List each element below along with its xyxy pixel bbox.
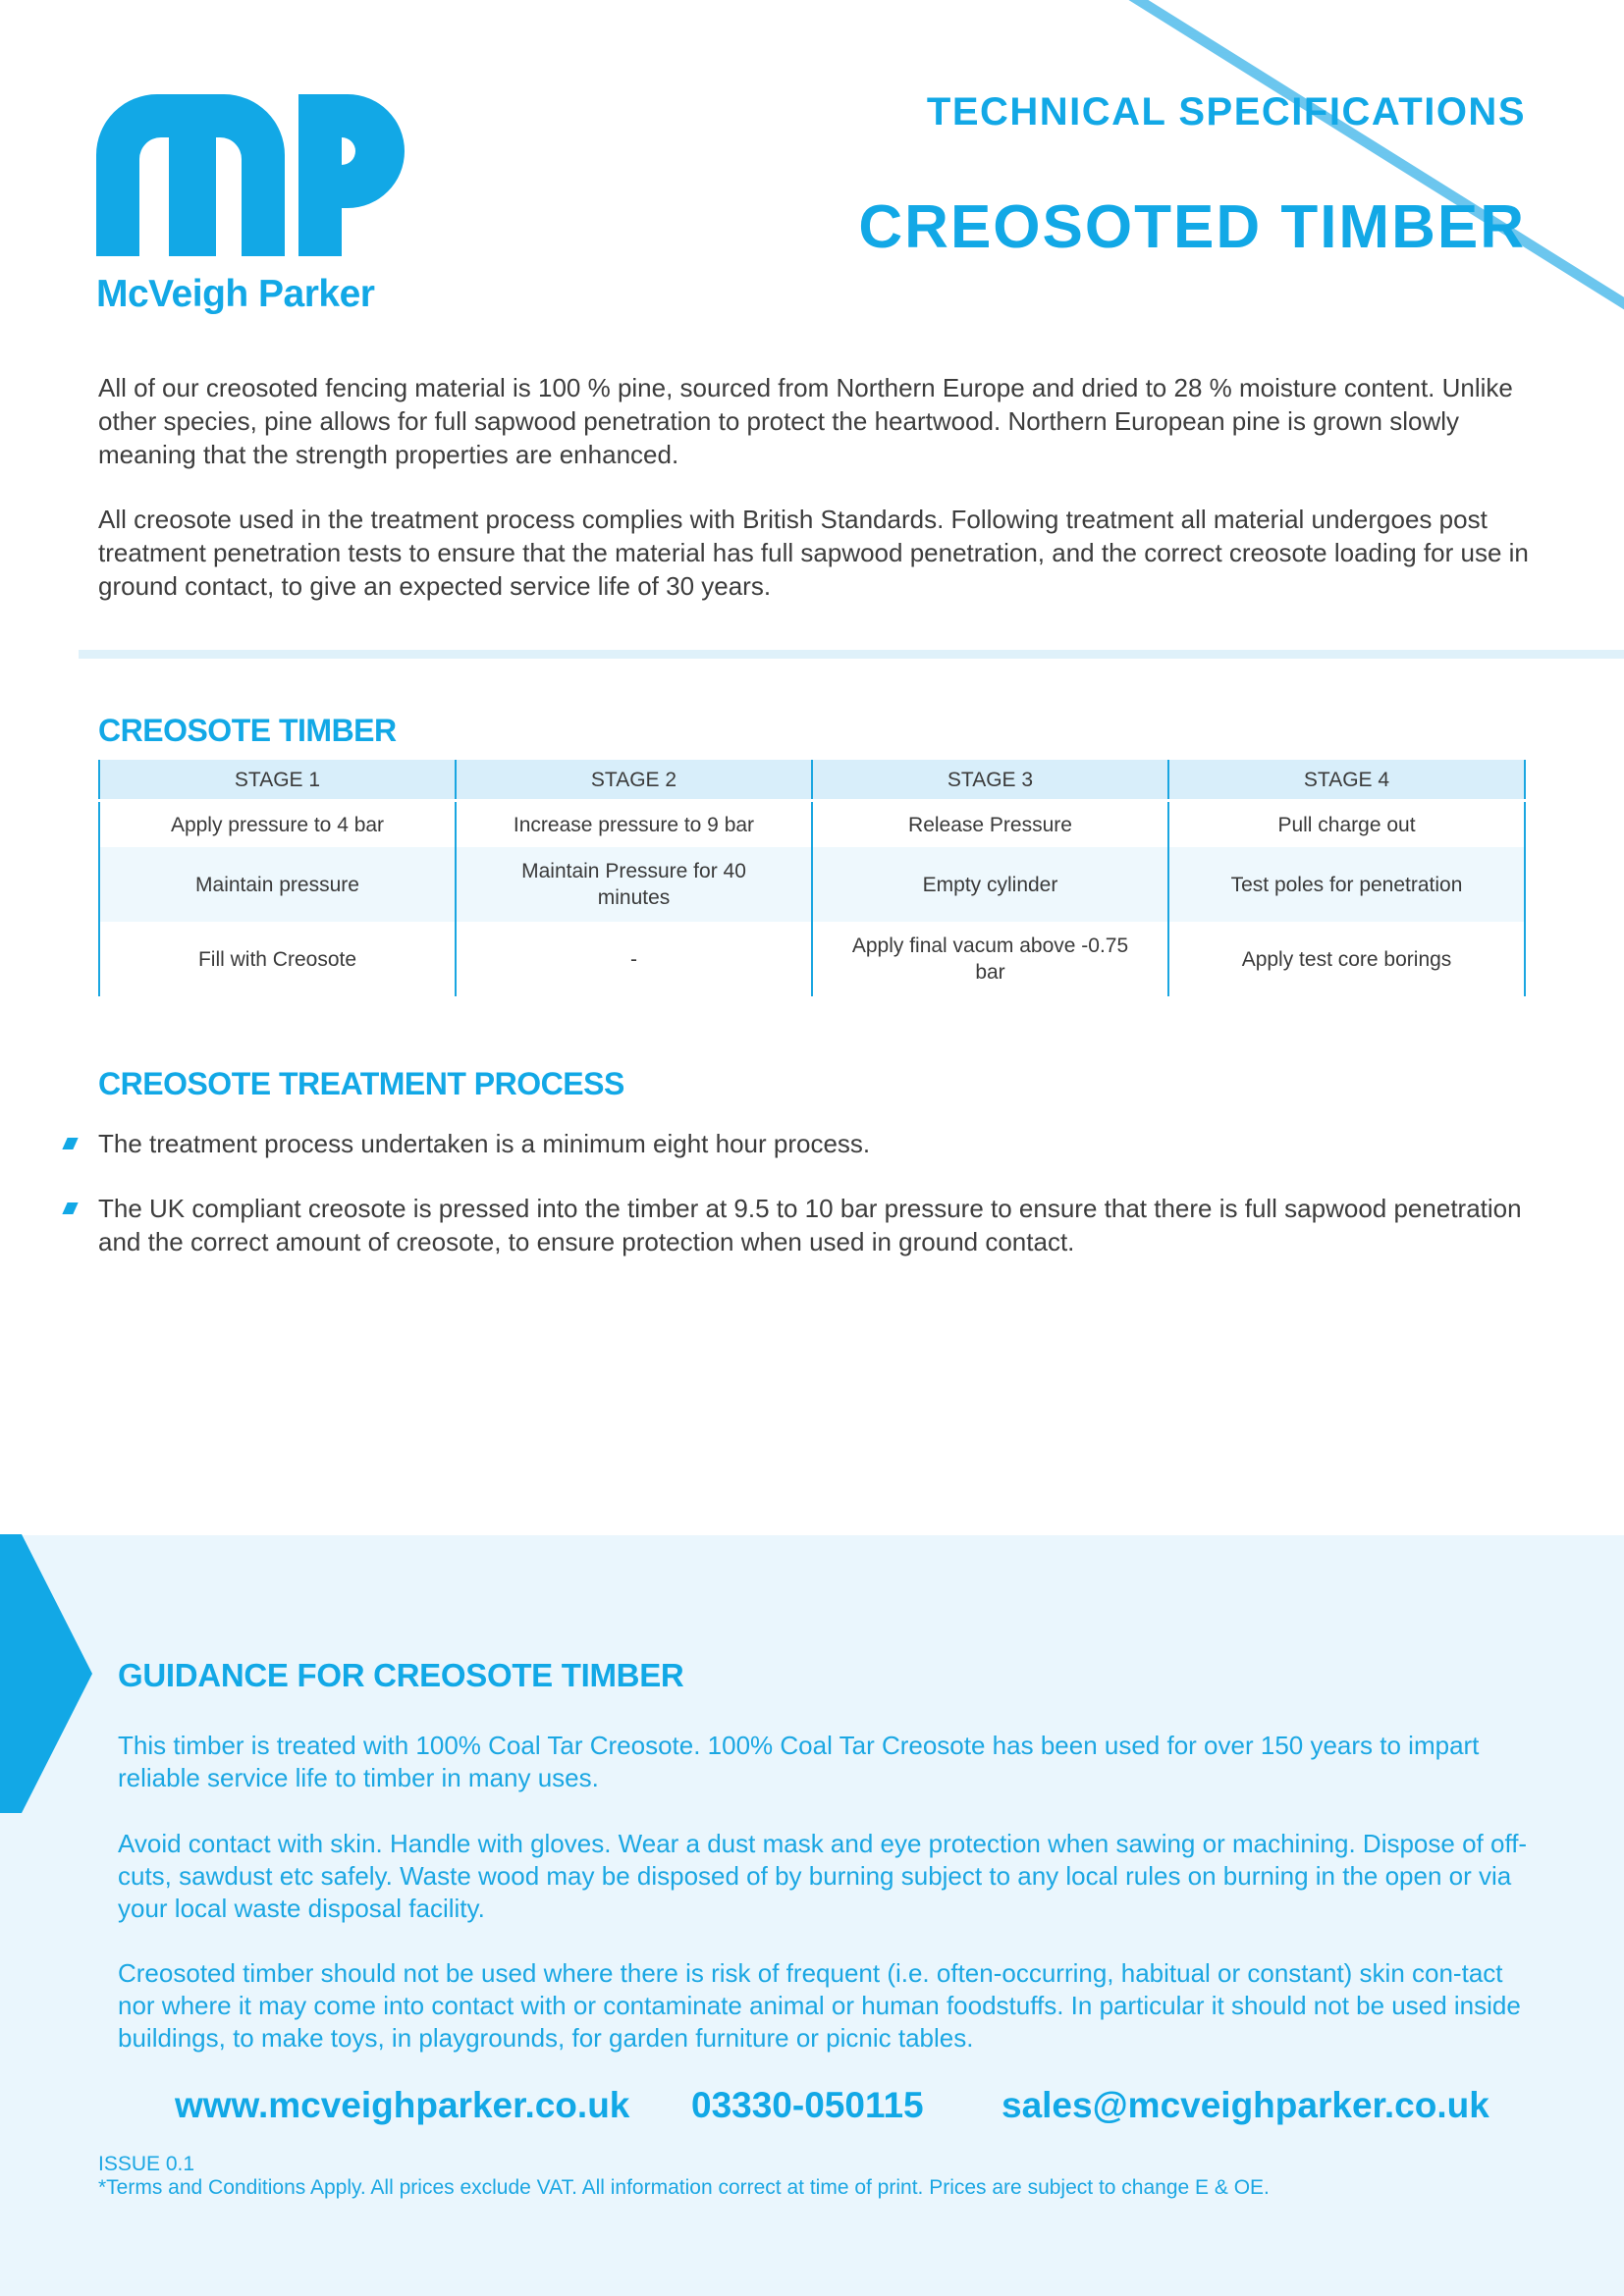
footer-notes bbox=[98, 2153, 1270, 2200]
column-header: STAGE 1 bbox=[99, 760, 456, 801]
list-item bbox=[98, 1192, 1532, 1258]
table-cell: Apply test core borings bbox=[1168, 922, 1525, 996]
intro-paragraph bbox=[98, 503, 1532, 603]
table-cell: Apply final vacum above -0.75 bar bbox=[812, 922, 1168, 996]
column-header: STAGE 2 bbox=[456, 760, 812, 801]
intro-paragraph bbox=[98, 371, 1532, 471]
table-cell: Test poles for penetration bbox=[1168, 847, 1525, 922]
guidance-paragraph bbox=[118, 1828, 1532, 1925]
table-cell: Fill with Creosote bbox=[99, 922, 456, 996]
table-row bbox=[99, 847, 1525, 922]
table-cell: Apply pressure to 4 bar bbox=[99, 801, 456, 848]
guidance-text-1: This timber is treated with 100% Coal Tar Creosote. 100% Coal Tar Creosote has been used for over 150 years to impart reliable service life to timber in many uses. bbox=[118, 1731, 1480, 1792]
table-cell: Release Pressure bbox=[812, 801, 1168, 848]
table-cell: Empty cylinder bbox=[812, 847, 1168, 922]
column-header: STAGE 3 bbox=[812, 760, 1168, 801]
phone-number[interactable]: 03330-050115 bbox=[691, 2085, 924, 2125]
table-cell: Maintain Pressure for 40 minutes bbox=[456, 847, 812, 922]
guidance-paragraph bbox=[118, 1957, 1532, 2055]
column-header: STAGE 4 bbox=[1168, 760, 1525, 801]
guidance-heading: GUIDANCE FOR CREOSOTE TIMBER bbox=[118, 1657, 684, 1693]
document-type-label: TECHNICAL SPECIFICATIONS bbox=[926, 90, 1526, 133]
intro-text-2: All creosote used in the treatment process complies with British Standards. Following treatment all material undergoes post treatment penetration tests to ensure that the material has full sapwood penetration, and the correct creosote loading for use in ground contact, to give an expected service life of 30 years. bbox=[98, 505, 1529, 601]
issue-number: ISSUE 0.1 bbox=[98, 2153, 195, 2175]
bullet-text: The treatment process undertaken is a minimum eight hour process. bbox=[98, 1129, 871, 1158]
stages-table-heading: CREOSOTE TIMBER bbox=[98, 713, 397, 748]
bullet-icon bbox=[62, 1138, 78, 1149]
bullet-text: The UK compliant creosote is pressed into the timber at 9.5 to 10 bar pressure to ensure that there is full sapwood penetration and the correct amount of creosote, to ensure protection when used in ground contact. bbox=[98, 1194, 1522, 1256]
process-bullet-list bbox=[98, 1127, 1532, 1290]
table-header-row bbox=[99, 760, 1525, 801]
table-row bbox=[99, 801, 1525, 848]
page-title: CREOSOTED TIMBER bbox=[858, 193, 1526, 261]
table-cell: Pull charge out bbox=[1168, 801, 1525, 848]
table-row bbox=[99, 922, 1525, 996]
chevron-arrow-icon bbox=[0, 1534, 98, 1814]
guidance-paragraph bbox=[118, 1730, 1532, 1794]
stages-table bbox=[98, 760, 1526, 996]
terms-disclaimer: *Terms and Conditions Apply. All prices exclude VAT. All information correct at time of print. Prices are subject to change E & OE. bbox=[98, 2176, 1270, 2199]
table-cell: Increase pressure to 9 bar bbox=[456, 801, 812, 848]
section-divider bbox=[79, 650, 1624, 659]
company-logo bbox=[96, 94, 420, 315]
intro-text-1: All of our creosoted fencing material is 100 % pine, sourced from Northern Europe and dried to 28 % moisture content. Unlike other species, pine allows for full sapwood penetration to protect the heartwood. Northern European pine is grown slowly meaning that the strength properties are enhanced. bbox=[98, 373, 1513, 469]
list-item bbox=[98, 1127, 1532, 1160]
email-link[interactable]: sales@mcveighparker.co.uk bbox=[1001, 2085, 1489, 2125]
process-heading: CREOSOTE TREATMENT PROCESS bbox=[98, 1066, 624, 1101]
company-name: McVeigh Parker bbox=[96, 273, 375, 315]
mp-logo-icon bbox=[96, 94, 420, 266]
guidance-text-2: Avoid contact with skin. Handle with gloves. Wear a dust mask and eye protection when sawing or machining. Dispose of off-cuts, sawdust etc safely. Waste wood may be disposed of by burning subject to any local rules on burning in the open or via your local waste disposal facility. bbox=[118, 1829, 1528, 1923]
table-cell: - bbox=[456, 922, 812, 996]
bullet-icon bbox=[62, 1202, 78, 1214]
website-link[interactable]: www.mcveighparker.co.uk bbox=[175, 2085, 630, 2125]
guidance-text-3: Creosoted timber should not be used where there is risk of frequent (i.e. often-occurring, habitual or constant) skin con-tact nor where it may come into contact with or contaminate animal or human foodstuffs. In particular it should not be used inside buildings, to make toys, in playgrounds, for garden furniture or picnic tables. bbox=[118, 1958, 1521, 2053]
table-cell: Maintain pressure bbox=[99, 847, 456, 922]
